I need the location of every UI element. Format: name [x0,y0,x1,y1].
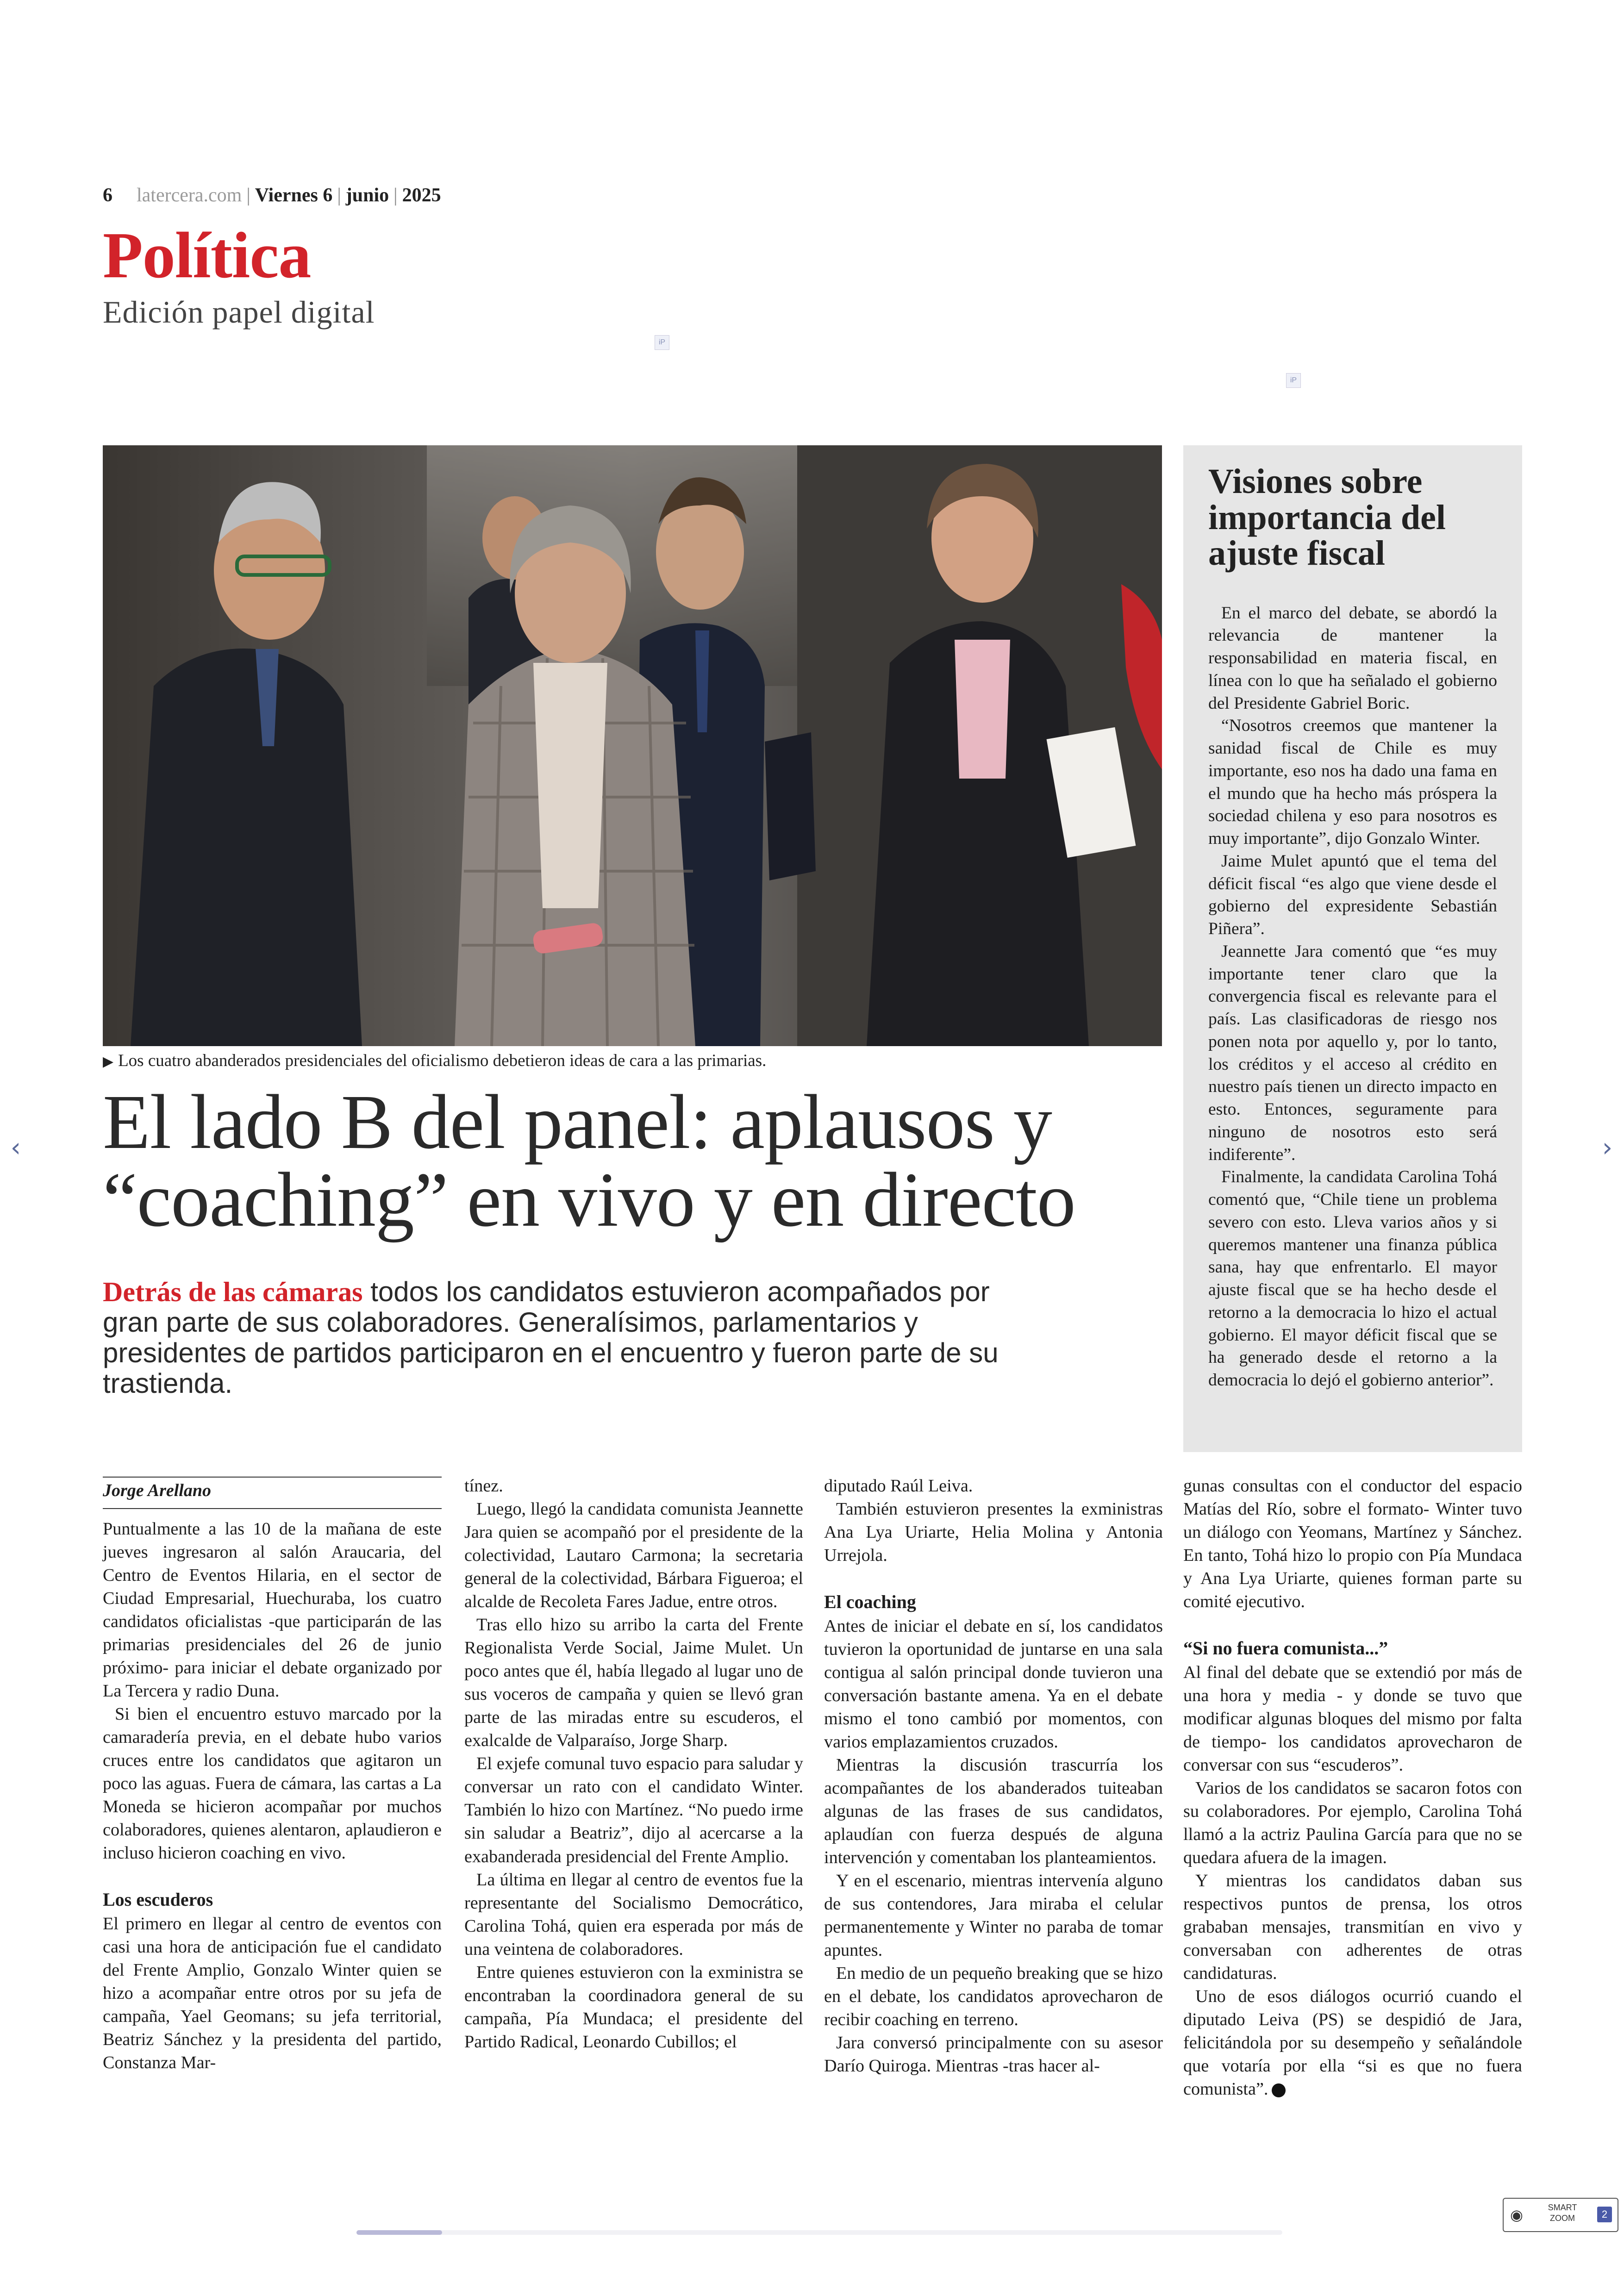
article-paragraph: diputado Raúl Leiva. [824,1476,973,1496]
article-paragraph: tínez. [464,1476,503,1496]
article-paragraph: Si bien el encuentro estuvo marcado por la camaradería previa, en el debate hubo varios cruces entre los candidatos que agitaron un poco las aguas. Fuera de cámara, las cartas a La Moneda se hicieron acompañar por muchos colaboradores, quienes alentaron, aplaudieron e incluso hicieron coaching en vivo. [103,1704,442,1863]
subhead-coaching: El coaching [824,1591,916,1613]
deck [103,1277,1029,1399]
section-title: Política [103,218,311,292]
sidebar-paragraph: “Nosotros creemos que mantener la sanidad fiscal de Chile es muy importante, eso nos ha dado una fama en el mundo que ha hecho más próspera la sociedad chilena y eso para nosotros es muy importante”, dijo Gonzalo Winter. [1208,716,1497,848]
subhead-comunista: “Si no fuera comunista...” [1183,1638,1388,1659]
sidebar-paragraph: En el marco del debate, se abordó la relevancia de mantener la responsabilidad en materia fiscal, en línea con lo que ha señalado el gobierno del Presidente Gabriel Boric. [1208,603,1497,713]
article-paragraph: Antes de iniciar el debate en sí, los candidatos tuvieron la oportunidad de juntarse en una sala contigua al salón principal donde tuvieron una conversación bastante amena. Ya en el debate mismo el tono cambió por momentos, con varios emplazamientos cruzados. [824,1616,1163,1752]
sidebar-box [1183,445,1522,1452]
deck-text: todos los candidatos estuvieron acompañados por gran parte de sus colaboradores. Generalísimos, parlamentarios y presidentes de partidos participaron en el encuentro y fueron parte de su trastienda. [103,1276,999,1399]
folio-line: 6 latercera.com | Viernes 6 | junio | 2025 [103,185,441,206]
article-paragraph: Al final del debate que se extendió por más de una hora y media - y donde se tuvo que modificar algunas bloques del mismo por falta de tiempo- los candidatos aprovecharon de conversar con sus “escuderos”. [1183,1662,1522,1775]
article-paragraph: Puntualmente a las 10 de la mañana de este jueves ingresaron al salón Araucaria, del Centro de Eventos Hilaria, en el sector de Ciudad Empresarial, Huechuraba, los cuatro candidatos oficialistas -que participarán de las primarias presidenciales del 26 de junio próximo- para iniciar el debate organizado por La Tercera y radio Duna. [103,1519,442,1701]
article-paragraph [1183,1985,1522,2101]
news-photo [103,445,1162,1046]
zoom-level-badge: 2 [1597,2207,1612,2222]
article-paragraph: Varios de los candidatos se sacaron fotos con su colaboradores. Por ejemplo, Carolina Tohá llamó a la actriz Paulina García para que no se quedara afuera de la imagen. [1183,1778,1522,1867]
date-month: junio [345,185,389,206]
article-column-1 [103,1517,442,2074]
photo-caption-text: Los cuatro abanderados presidenciales del oficialismo debetieron ideas de cara a las primarias. [118,1051,767,1070]
article-column-4 [1183,1474,1522,2101]
ad-marker-icon[interactable]: iP [655,335,669,350]
article-paragraph: gunas consultas con el conductor del espacio Matías del Río, sobre el formato- Winter tuvo un diálogo con Yeomans, Martínez y Sánchez. En tanto, Tohá hizo lo propio con Pía Mundaca y Ana Lya Uriarte, quienes forman parte su comité ejecutivo. [1183,1476,1522,1612]
ad-marker-icon[interactable]: iP [1286,373,1301,388]
byline-rule [103,1477,442,1478]
article-paragraph: Luego, llegó la candidata comunista Jeannette Jara quien se acompañó por el presidente de la colectividad, Lautaro Carmona; la secretaria general de la colectividad, Bárbara Figueroa; el alcalde de Recoleta Fares Jadue, entre otros. [464,1499,803,1612]
article-paragraph: El primero en llegar al centro de eventos con casi una hora de anticipación fue el candidato del Frente Amplio, Gonzalo Winter quien se hizo a acompañar entre otros por su jefa de campaña, Yael Geomans; su jefa territorial, Beatriz Sánchez y la presidenta del partido, Constanza Mar- [103,1914,442,2073]
deck-lead: Detrás de las cámaras [103,1277,363,1307]
article-paragraph: Y mientras los candidatos daban sus respectivos puntos de prensa, los otros grababan mensajes, transmitían en vivo y conversaban con adherentes de otras candidaturas. [1183,1871,1522,1983]
article-paragraph: Mientras la discusión trascurría los acompañantes de los abanderados tuiteaban algunas de las frases de sus candidatos, aplaudían con fuerza después de alguna intervención y comentaban los planteamientos. [824,1755,1163,1867]
byline: Jorge Arellano [103,1481,211,1500]
byline-rule [103,1508,442,1509]
date-day: Viernes 6 [255,185,333,206]
article-paragraph: Y en el escenario, mientras intervenía alguno de sus contendores, Jara miraba el celular permanentemente y Winter no paraba de tomar apuntes. [824,1871,1163,1960]
site-name: latercera.com [137,185,242,206]
zoom-label-1: SMART [1548,2203,1577,2212]
sidebar-title: Visiones sobre importancia del ajuste fiscal [1208,462,1446,573]
smart-zoom-button[interactable] [1503,2198,1618,2232]
sidebar-paragraph: Jeannette Jara comentó que “es muy importante tener claro que la convergencia fiscal es relevante para el país. Las clasificadoras de riesgo nos ponen nota por aquello y, por lo tanto, los créditos y el acceso al crédito en nuestro país tienen un directo impacto en esto. Entonces, seguramente para ninguno de nosotros esto será indiferente”. [1208,942,1497,1164]
headline-line-1: El lado B del panel: aplausos y [103,1079,1052,1165]
scrollbar-thumb[interactable] [356,2230,442,2235]
section-subtitle: Edición papel digital [103,294,375,330]
zoom-label-2: ZOOM [1550,2214,1575,2223]
headline [103,1079,1168,1243]
article-paragraph: El exjefe comunal tuvo espacio para saludar y conversar un rato con el candidato Winter. También lo hizo con Martínez. “No puedo irme sin saludar a Beatriz”, dijo al acercarse a la exabanderada presidencial del Frente Amplio. [464,1754,803,1866]
subhead-escuderos: Los escuderos [103,1889,213,1910]
article-paragraph: Jara conversó principalmente con su asesor Darío Quiroga. Mientras -tras hacer al- [824,2033,1163,2076]
article-paragraph: La última en llegar al centro de eventos fue la representante del Socialismo Democrático, Carolina Tohá, quien era esperada por más de una veintena de colaboradores. [464,1870,803,1959]
headline-line-2: “coaching” en vivo y en directo [103,1157,1075,1243]
article-column-2 [464,1474,803,2053]
article-paragraph: Entre quienes estuvieron con la exministra se encontraban la coordinadora general de su campaña, Pía Mundaca; el presidente del Partido Radical, Leonardo Cubillos; el [464,1962,803,2052]
article-paragraph: También estuvieron presentes la exministras Ana Lya Uriarte, Helia Molina y Antonia Urrejola. [824,1499,1163,1565]
date-year: 2025 [402,185,441,206]
photo-caption: ▶ Los cuatro abanderados presidenciales del oficialismo debetieron ideas de cara a las primarias. [103,1051,767,1070]
article-paragraph: En medio de un pequeño breaking que se hizo en el debate, los candidatos aprovecharon de recibir coaching en terreno. [824,1963,1163,2030]
eye-icon: ◉ [1510,2207,1523,2223]
previous-page-icon[interactable]: ‹ [10,1133,21,1163]
end-mark-icon [1272,2083,1286,2097]
sidebar-paragraph: Finalmente, la candidata Carolina Tohá comentó que, “Chile tiene un problema severo con esto. Lleva varios años y si queremos mantener una finanza pública sana, hay que enfrentarlo. El mayor ajuste fiscal que se ha hecho desde el retorno a la democracia lo hizo el actual gobierno. El mayor déficit fiscal que se ha generado desde el retorno a la democracia lo dejó el gobierno anterior”. [1208,1167,1497,1390]
article-final-text: Uno de esos diálogos ocurrió cuando el diputado Leiva (PS) se despidió de Jara, felicitándola por su desempeño y señalándole que votaría por ella “si es que no fuera comunista”. [1183,1987,1522,2099]
article-column-3 [824,1474,1163,2077]
sidebar-paragraph: Jaime Mulet apuntó que el tema del déficit fiscal “es algo que viene desde el gobierno del expresidente Sebastián Piñera”. [1208,851,1497,939]
article-paragraph: Tras ello hizo su arribo la carta del Frente Regionalista Verde Social, Jaime Mulet. Un poco antes que él, había llegado al lugar uno de sus voceros de campaña y quien se llevó gran parte de las miradas entre su escuderos, el exalcalde de Valparaíso, Jorge Sharp. [464,1615,803,1751]
page-number: 6 [103,185,112,206]
next-page-icon[interactable]: › [1602,1133,1613,1163]
page-scrollbar[interactable] [356,2230,1282,2235]
